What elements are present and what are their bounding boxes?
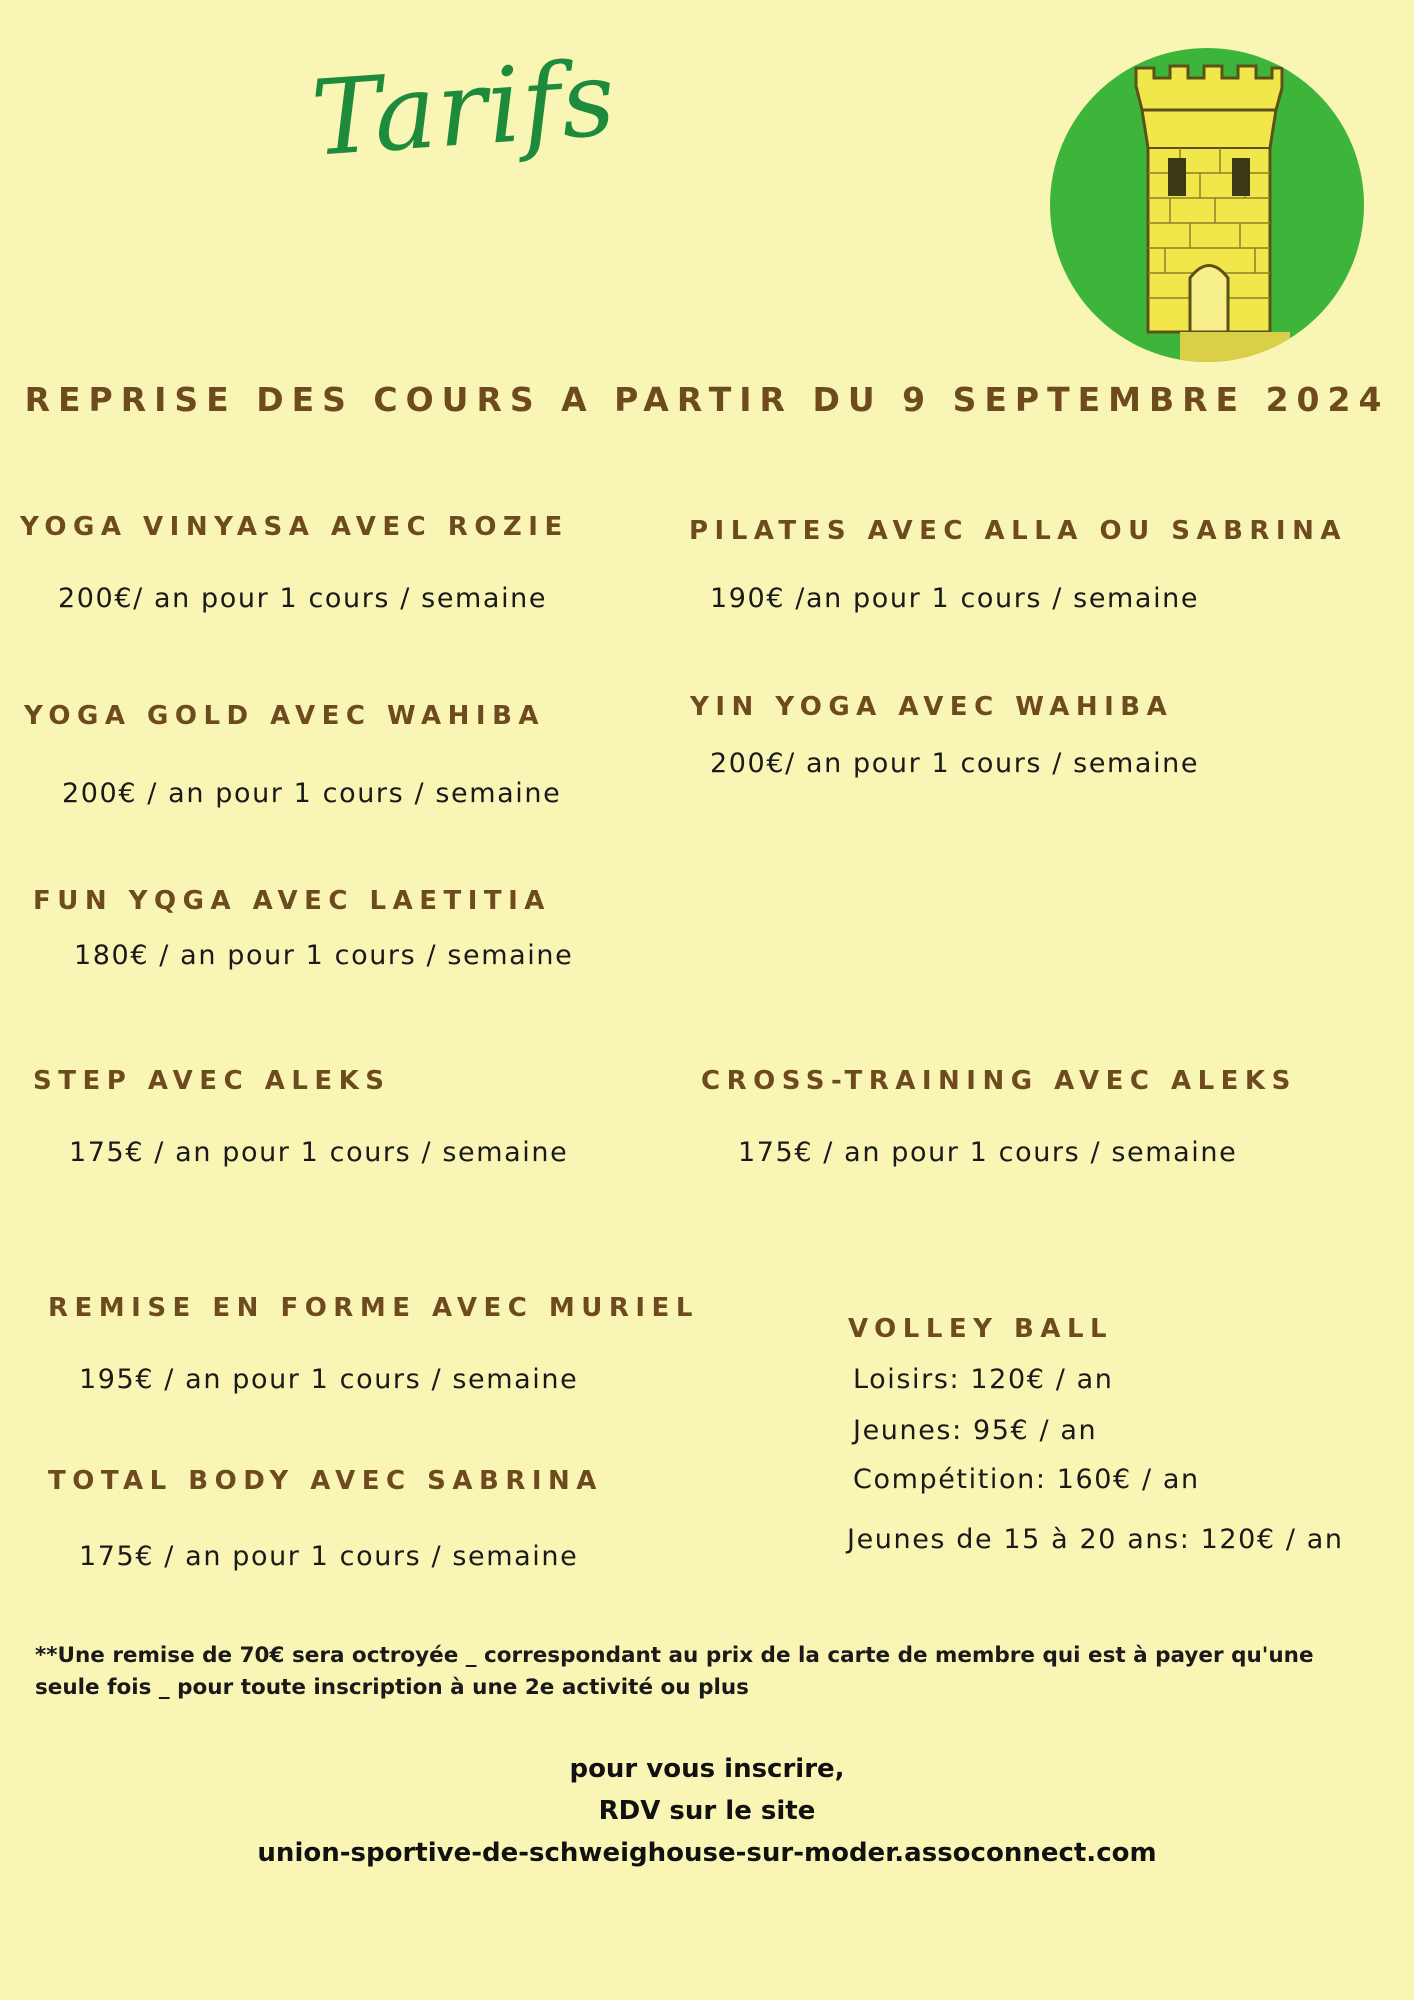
activity-heading: STEP AVEC ALEKS	[33, 1066, 391, 1096]
activity-price: 180€ / an pour 1 cours / semaine	[74, 940, 574, 971]
activity-price: 200€/ an pour 1 cours / semaine	[710, 748, 1200, 779]
subtitle: REPRISE DES COURS A PARTIR DU 9 SEPTEMBRE 2024	[24, 380, 1390, 419]
signup-url: union-sportive-de-schweighouse-sur-moder.assoconnect.com	[257, 1838, 1157, 1868]
volley-heading: VOLLEY BALL	[848, 1314, 1114, 1344]
signup-line: pour vous inscrire,	[569, 1754, 845, 1784]
volley-line: Jeunes: 95€ / an	[853, 1415, 1098, 1446]
activity-price: 200€ / an pour 1 cours / semaine	[62, 778, 562, 809]
activity-heading: YOGA GOLD AVEC WAHIBA	[24, 701, 546, 731]
signup-line: RDV sur le site	[598, 1796, 816, 1826]
discount-note: **Une remise de 70€ sera octroyée _ correspondant au prix de la carte de membre qui est à payer qu'une seule fois _ pour toute inscription à une 2e activité ou plus	[35, 1643, 1314, 1700]
activity-price: 175€ / an pour 1 cours / semaine	[738, 1137, 1238, 1168]
castle-tower-icon	[1050, 48, 1364, 362]
activity-heading: YIN YOGA AVEC WAHIBA	[690, 692, 1174, 722]
activity-heading: YOGA VINYASA AVEC ROZIE	[20, 512, 569, 542]
activity-price: 175€ / an pour 1 cours / semaine	[69, 1137, 569, 1168]
volley-line: Compétition: 160€ / an	[853, 1464, 1200, 1495]
activity-heading: CROSS-TRAINING AVEC ALEKS	[701, 1066, 1297, 1096]
activity-heading: FUN YQGA AVEC LAETITIA	[33, 886, 551, 916]
activity-price: 190€ /an pour 1 cours / semaine	[710, 583, 1200, 614]
activity-heading: REMISE EN FORME AVEC MURIEL	[48, 1293, 699, 1323]
activity-price: 200€/ an pour 1 cours / semaine	[58, 583, 548, 614]
activity-price: 195€ / an pour 1 cours / semaine	[79, 1364, 579, 1395]
activity-heading: TOTAL BODY AVEC SABRINA	[48, 1466, 603, 1496]
volley-line: Loisirs: 120€ / an	[853, 1364, 1114, 1395]
volley-line: Jeunes de 15 à 20 ans: 120€ / an	[847, 1524, 1344, 1555]
page-title: Tarifs	[307, 36, 620, 180]
activity-heading: PILATES AVEC ALLA OU SABRINA	[689, 516, 1347, 546]
activity-price: 175€ / an pour 1 cours / semaine	[79, 1541, 579, 1572]
